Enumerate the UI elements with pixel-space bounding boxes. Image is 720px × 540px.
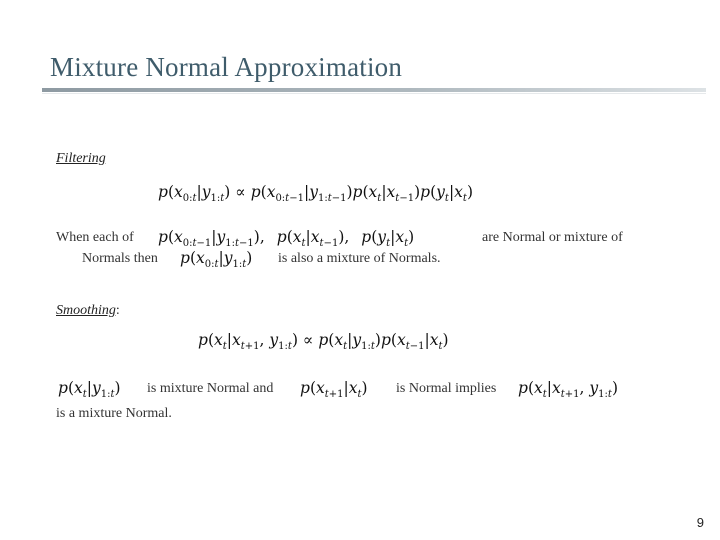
smoothing-transition-density: $p(x_{t+1}|x_t)$ bbox=[300, 379, 368, 401]
is-mixture-text: is mixture Normal and bbox=[147, 381, 274, 396]
smoothing-filter-density: $p(x_t|y_{1:t})$ bbox=[58, 379, 121, 401]
title-rule bbox=[42, 88, 706, 92]
smoothing-heading-text: Smoothing bbox=[56, 303, 116, 318]
smoothing-heading bbox=[56, 303, 120, 319]
also-mixture-text: is also a mixture of Normals. bbox=[278, 251, 441, 266]
filtering-posterior: $p(x_{0:t}|y_{1:t})$ bbox=[180, 249, 253, 271]
is-normal-text: is Normal implies bbox=[396, 381, 497, 396]
smoothing-main-equation: $p(x_t|x_{t+1}$, $y_{1:t}) \propto p(x_t|y_{1:t})p(x_{t-1}|x_t)$ bbox=[198, 331, 449, 353]
smoothing-colon: : bbox=[115, 303, 120, 318]
filtering-heading: Filtering bbox=[56, 151, 106, 166]
title-rule-shadow bbox=[42, 93, 706, 94]
when-each-of-text: When each of bbox=[56, 230, 134, 245]
filtering-main-equation: $p(x_{0:t}|y_{1:t}) \propto p(x_{0:t-1}|y_{1:t-1})p(x_t|x_{t-1})p(y_t|x_t)$ bbox=[158, 183, 474, 205]
are-normal-text: are Normal or mixture of bbox=[482, 230, 623, 245]
slide-title: Mixture Normal Approximation bbox=[50, 52, 403, 82]
normals-then-text: Normals then bbox=[82, 251, 158, 266]
conclusion-text: is a mixture Normal. bbox=[56, 406, 172, 421]
filtering-component-list: $p(x_{0:t-1}|y_{1:t-1})$, $p(x_t|x_{t-1})$, $p(y_t|x_t)$ bbox=[158, 228, 415, 250]
smoothing-result-density: $p(x_t|x_{t+1}$, $y_{1:t}$) bbox=[518, 379, 618, 401]
page-number: 9 bbox=[696, 515, 704, 530]
